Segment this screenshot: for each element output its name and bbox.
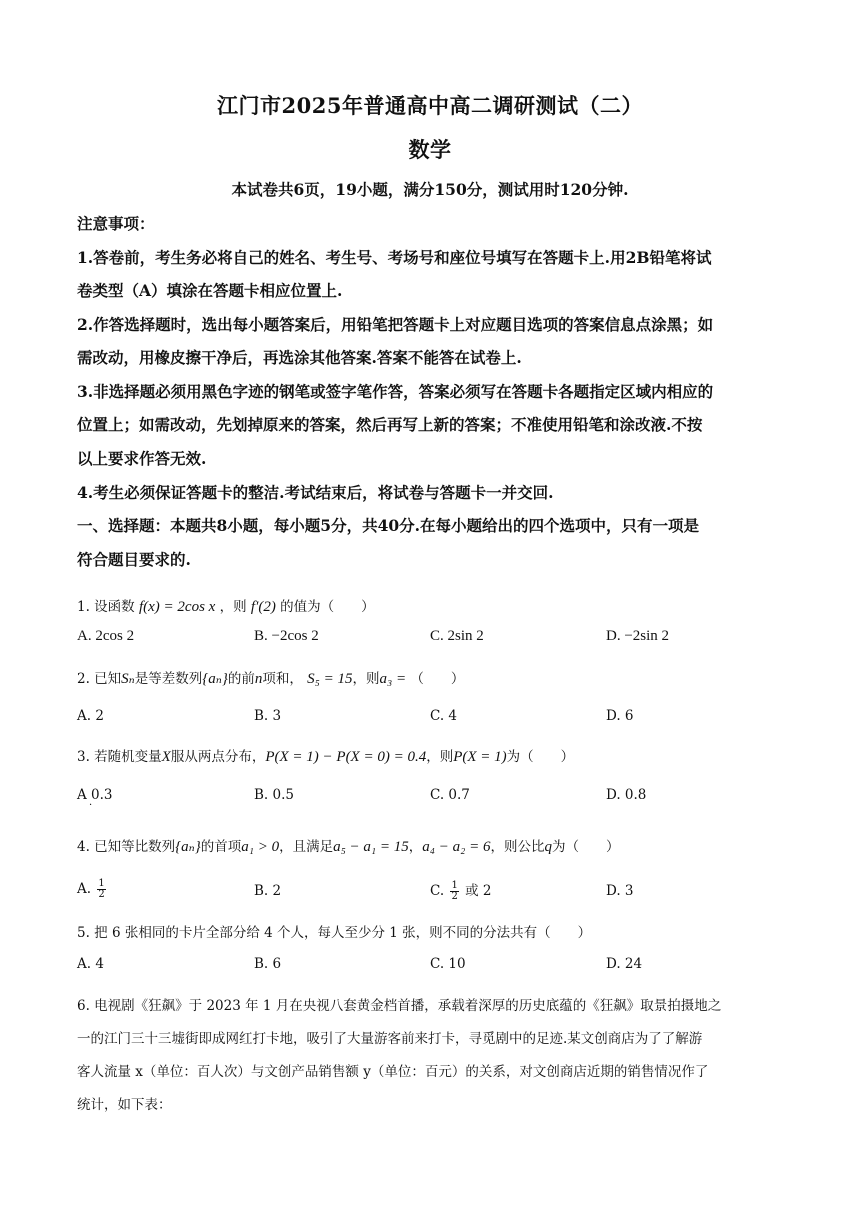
q3-p2: 服从两点分布， — [170, 749, 266, 765]
notice-item-2-line-1: 2.作答选择题时，选出每小题答案后，用铅笔把答题卡上对应题目选项的答案信息点涂黑；如 — [77, 315, 714, 334]
notice-item-4: 4.考生必须保证答题卡的整洁.考试结束后，将试卷与答题卡一并交回. — [77, 483, 554, 502]
q2-option-b: B. 3 — [254, 708, 282, 724]
q3-option-c: C. 0.7 — [430, 787, 470, 803]
q2-an: {aₙ} — [202, 671, 228, 687]
q1-prefix: 1. 设函数 — [77, 599, 135, 615]
q2-sn: Sₙ — [121, 671, 135, 687]
q4-p4: ， — [408, 839, 423, 855]
fraction-denominator: 2 — [451, 891, 458, 902]
question-1-stem — [77, 595, 375, 616]
q2-s5: S₅ = 15 — [307, 671, 353, 687]
q3-x: X — [161, 749, 171, 765]
q3-p4: 为（ ） — [506, 749, 575, 765]
q4-an: {aₙ} — [175, 839, 201, 855]
q2-option-c: C. 4 — [430, 708, 458, 724]
q5-option-b: B. 6 — [254, 956, 282, 972]
q4-option-a-fraction — [97, 879, 105, 900]
q4-option-a-label: A. — [77, 881, 92, 897]
q4-option-c-suffix: 或 2 — [465, 883, 492, 899]
q2-p1: 2. 已知 — [77, 671, 122, 687]
q1-option-b: B. −2cos 2 — [254, 628, 319, 644]
q3-option-a: A 0.3 — [77, 787, 113, 803]
q2-p3: 的前 — [227, 671, 255, 687]
q2-option-a: A. 2 — [77, 708, 104, 724]
question-6-line-4: 统计，如下表： — [77, 1097, 172, 1113]
section-1-heading-line-1: 一、选择题：本题共8小题，每小题5分，共40分.在每小题给出的四个选项中，只有一项是 — [77, 516, 700, 535]
question-6-line-1: 6. 电视剧《狂飙》于 2023 年 1 月在央视八套黄金档首播，承载着深厚的历史底蕴的《狂飙》取景拍摄地之 — [77, 998, 722, 1014]
notice-item-2-line-2: 需改动，用橡皮擦干净后，再选涂其他答案.答案不能答在试卷上. — [77, 348, 522, 367]
q2-p4: 项和， — [262, 671, 303, 687]
q4-p6: 为（ ） — [551, 839, 620, 855]
q3-expr: P(X = 1) − P(X = 0) = 0.4 — [265, 749, 427, 765]
q1-suffix: 的值为（ ） — [280, 599, 375, 615]
q3-p3: ，则 — [426, 749, 454, 765]
q4-p2: 的首项 — [200, 839, 242, 855]
q4-option-b: B. 2 — [254, 883, 282, 899]
q5-option-d: D. 24 — [606, 956, 643, 972]
q3-option-b: B. 0.5 — [254, 787, 294, 803]
q3-p1: 3. 若随机变量 — [77, 749, 162, 765]
question-6-line-3: 客人流量 x（单位：百人次）与文创产品销售额 y（单位：百元）的关系，对文创商店近期的销售情况作了 — [77, 1064, 709, 1080]
q2-n: n — [254, 671, 263, 687]
q3-option-d: D. 0.8 — [606, 787, 647, 803]
q4-e2: a₄ − a₂ = 6 — [422, 839, 491, 855]
q4-p3: ，且满足 — [279, 839, 334, 855]
q4-option-c — [430, 879, 492, 902]
question-2-stem — [77, 667, 464, 688]
q3-option-a-dot: · — [89, 800, 93, 811]
q4-option-c-fraction — [450, 881, 458, 902]
section-1-heading-line-2: 符合题目要求的. — [77, 550, 191, 569]
q4-e1: a₅ − a₁ = 15 — [333, 839, 409, 855]
q1-option-c: C. 2sin 2 — [430, 628, 484, 644]
q4-option-d: D. 3 — [606, 883, 634, 899]
question-5-stem: 5. 把 6 张相同的卡片全部分给 4 个人，每人至少分 1 张，则不同的分法共有（ ） — [77, 925, 592, 941]
q4-option-a — [77, 879, 108, 900]
q2-p2: 是等差数列 — [134, 671, 203, 687]
question-3-stem — [77, 745, 574, 766]
question-4-stem — [77, 835, 619, 856]
q3-expr2: P(X = 1) — [453, 749, 507, 765]
q1-option-a: A. 2cos 2 — [77, 628, 135, 644]
notice-item-3-line-3: 以上要求作答无效. — [77, 449, 207, 468]
notice-item-1-line-1: 1.答卷前，考生务必将自己的姓名、考生号、考场号和座位号填写在答题卡上.用2B铅笔将试 — [77, 248, 712, 267]
notice-item-1-line-2: 卷类型（A）填涂在答题卡相应位置上. — [77, 281, 343, 300]
q1-derivative: f′(2) — [250, 599, 276, 615]
exam-title: 江门市2025年普通高中高二调研测试（二） — [217, 93, 643, 118]
fraction-numerator: 1 — [98, 878, 105, 889]
q1-option-d: D. −2sin 2 — [606, 628, 670, 644]
exam-info: 本试卷共6页，19小题，满分150分，测试用时120分钟. — [231, 180, 629, 199]
q4-a1: a₁ > 0 — [241, 839, 280, 855]
q2-a3: a₃ = — [379, 671, 407, 687]
notice-item-3-line-1: 3.非选择题必须用黑色字迹的钢笔或签字笔作答，答案必须写在答题卡各题指定区域内相应的 — [77, 382, 714, 401]
subject-title: 数学 — [408, 137, 452, 162]
q4-option-c-label: C. — [430, 883, 445, 899]
q4-p5: ，则公比 — [490, 839, 545, 855]
q1-function: f(x) = 2cos x — [138, 599, 216, 615]
q4-q: q — [544, 839, 552, 855]
q5-option-a: A. 4 — [77, 956, 104, 972]
q2-p5: ，则 — [352, 671, 380, 687]
notice-item-3-line-2: 位置上；如需改动，先划掉原来的答案，然后再写上新的答案；不准使用铅笔和涂改液.不按 — [77, 415, 703, 434]
q1-mid: ，则 — [219, 599, 247, 615]
q2-option-d: D. 6 — [606, 708, 634, 724]
q5-option-c: C. 10 — [430, 956, 466, 972]
question-6-line-2: 一的江门三十三墟街即成网红打卡地，吸引了大量游客前来打卡，寻觅剧中的足迹.某文创商店为了了解游 — [77, 1031, 703, 1047]
fraction-numerator: 1 — [451, 880, 458, 891]
q4-p1: 4. 已知等比数列 — [77, 839, 176, 855]
fraction-denominator: 2 — [98, 889, 105, 900]
notice-heading: 注意事项： — [77, 214, 155, 233]
q2-p6: （ ） — [410, 671, 465, 687]
